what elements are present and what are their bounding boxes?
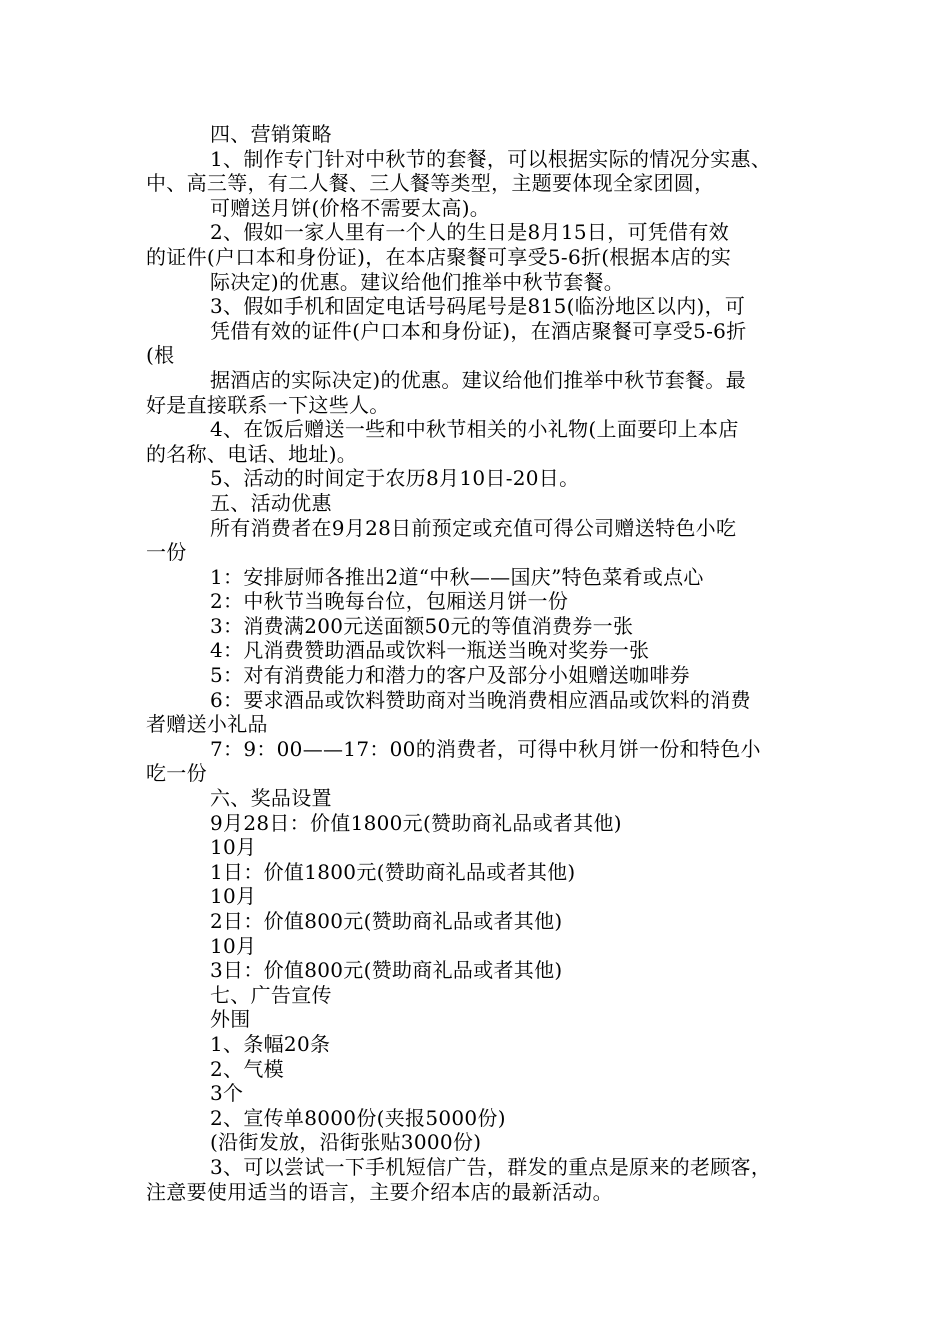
text-line: (沿街发放，沿街张贴3000份) (210, 1130, 482, 1155)
text-line: 七、广告宣传 (210, 982, 332, 1007)
text-line: 六、奖品设置 (210, 786, 332, 811)
text-line: 所有消费者在9月28日前预定或充值可得公司赠送特色小吃 (210, 515, 737, 540)
text-line: 2、气模 (210, 1056, 284, 1081)
text-line: 4、在饭后赠送一些和中秋节相关的小礼物(上面要印上本店 (210, 417, 739, 442)
text-line: 7：9：00——17：00的消费者，可得中秋月饼一份和特色小 (210, 736, 761, 761)
text-line: 3、可以尝试一下手机短信广告，群发的重点是原来的老顾客， (210, 1154, 772, 1179)
text-line: 3个 (210, 1081, 244, 1106)
text-line: 的名称、电话、地址)。 (146, 441, 358, 466)
text-line: 2、假如一家人里有一个人的生日是8月15日，可凭借有效 (210, 220, 729, 245)
text-line: 吃一份 (146, 761, 207, 786)
text-line: 3日：价值800元(赞助商礼品或者其他) (210, 958, 563, 983)
text-line: 3：消费满200元送面额50元的等值消费券一张 (210, 613, 634, 638)
text-line: 2、宣传单8000份(夹报5000份) (210, 1105, 506, 1130)
text-line: 3、假如手机和固定电话号码尾号是815(临汾地区以内)，可 (210, 294, 746, 319)
text-line: 10月 (210, 835, 257, 860)
text-line: 四、营销策略 (210, 122, 332, 146)
text-line: 5：对有消费能力和潜力的客户及部分小姐赠送咖啡券 (210, 663, 690, 688)
text-line: 中、高三等，有二人餐、三人餐等类型，主题要体现全家团圆， (146, 171, 715, 196)
text-line: 好是直接联系一下这些人。 (146, 392, 390, 417)
text-line: 1：安排厨师各推出2道“中秋——国庆”特色菜肴或点心 (210, 564, 704, 589)
text-line: 9月28日：价值1800元(赞助商礼品或者其他) (210, 810, 622, 835)
text-line: 的证件(户口本和身份证)，在本店聚餐可享受5-6折(根据本店的实 (146, 244, 732, 269)
text-line: 2日：价值800元(赞助商礼品或者其他) (210, 909, 563, 933)
text-line: 4：凡消费赞助酒品或饮料一瓶送当晚对奖券一张 (210, 638, 650, 663)
text-line: 6：要求酒品或饮料赞助商对当晚消费相应酒品或饮料的消费 (210, 687, 751, 712)
text-line: 五、活动优惠 (210, 490, 332, 515)
text-line: 际决定)的优惠。建议给他们推举中秋节套餐。 (210, 269, 625, 294)
text-line: 注意要使用适当的语言，主要介绍本店的最新活动。 (146, 1179, 613, 1204)
text-line: 外围 (210, 1007, 251, 1032)
text-line: 5、活动的时间定于农历8月10日-20日。 (210, 466, 580, 491)
text-line: 1日：价值1800元(赞助商礼品或者其他) (210, 859, 576, 884)
text-line: 2：中秋节当晚每台位，包厢送月饼一份 (210, 589, 569, 614)
text-line: 据酒店的实际决定)的优惠。建议给他们推举中秋节套餐。最 (210, 367, 746, 392)
text-line: (根 (146, 343, 175, 368)
text-line: 1、条幅20条 (210, 1031, 331, 1056)
document-body (146, 122, 826, 1204)
text-line: 10月 (210, 933, 257, 958)
text-line: 一份 (146, 540, 187, 565)
text-line: 10月 (210, 884, 257, 909)
text-line: 凭借有效的证件(户口本和身份证)，在酒店聚餐可享受5-6折 (210, 318, 747, 343)
text-line: 1、制作专门针对中秋节的套餐，可以根据实际的情况分实惠、 (210, 146, 772, 171)
text-line: 者赠送小礼品 (146, 712, 268, 737)
text-line: 可赠送月饼(价格不需要太高)。 (210, 195, 491, 220)
